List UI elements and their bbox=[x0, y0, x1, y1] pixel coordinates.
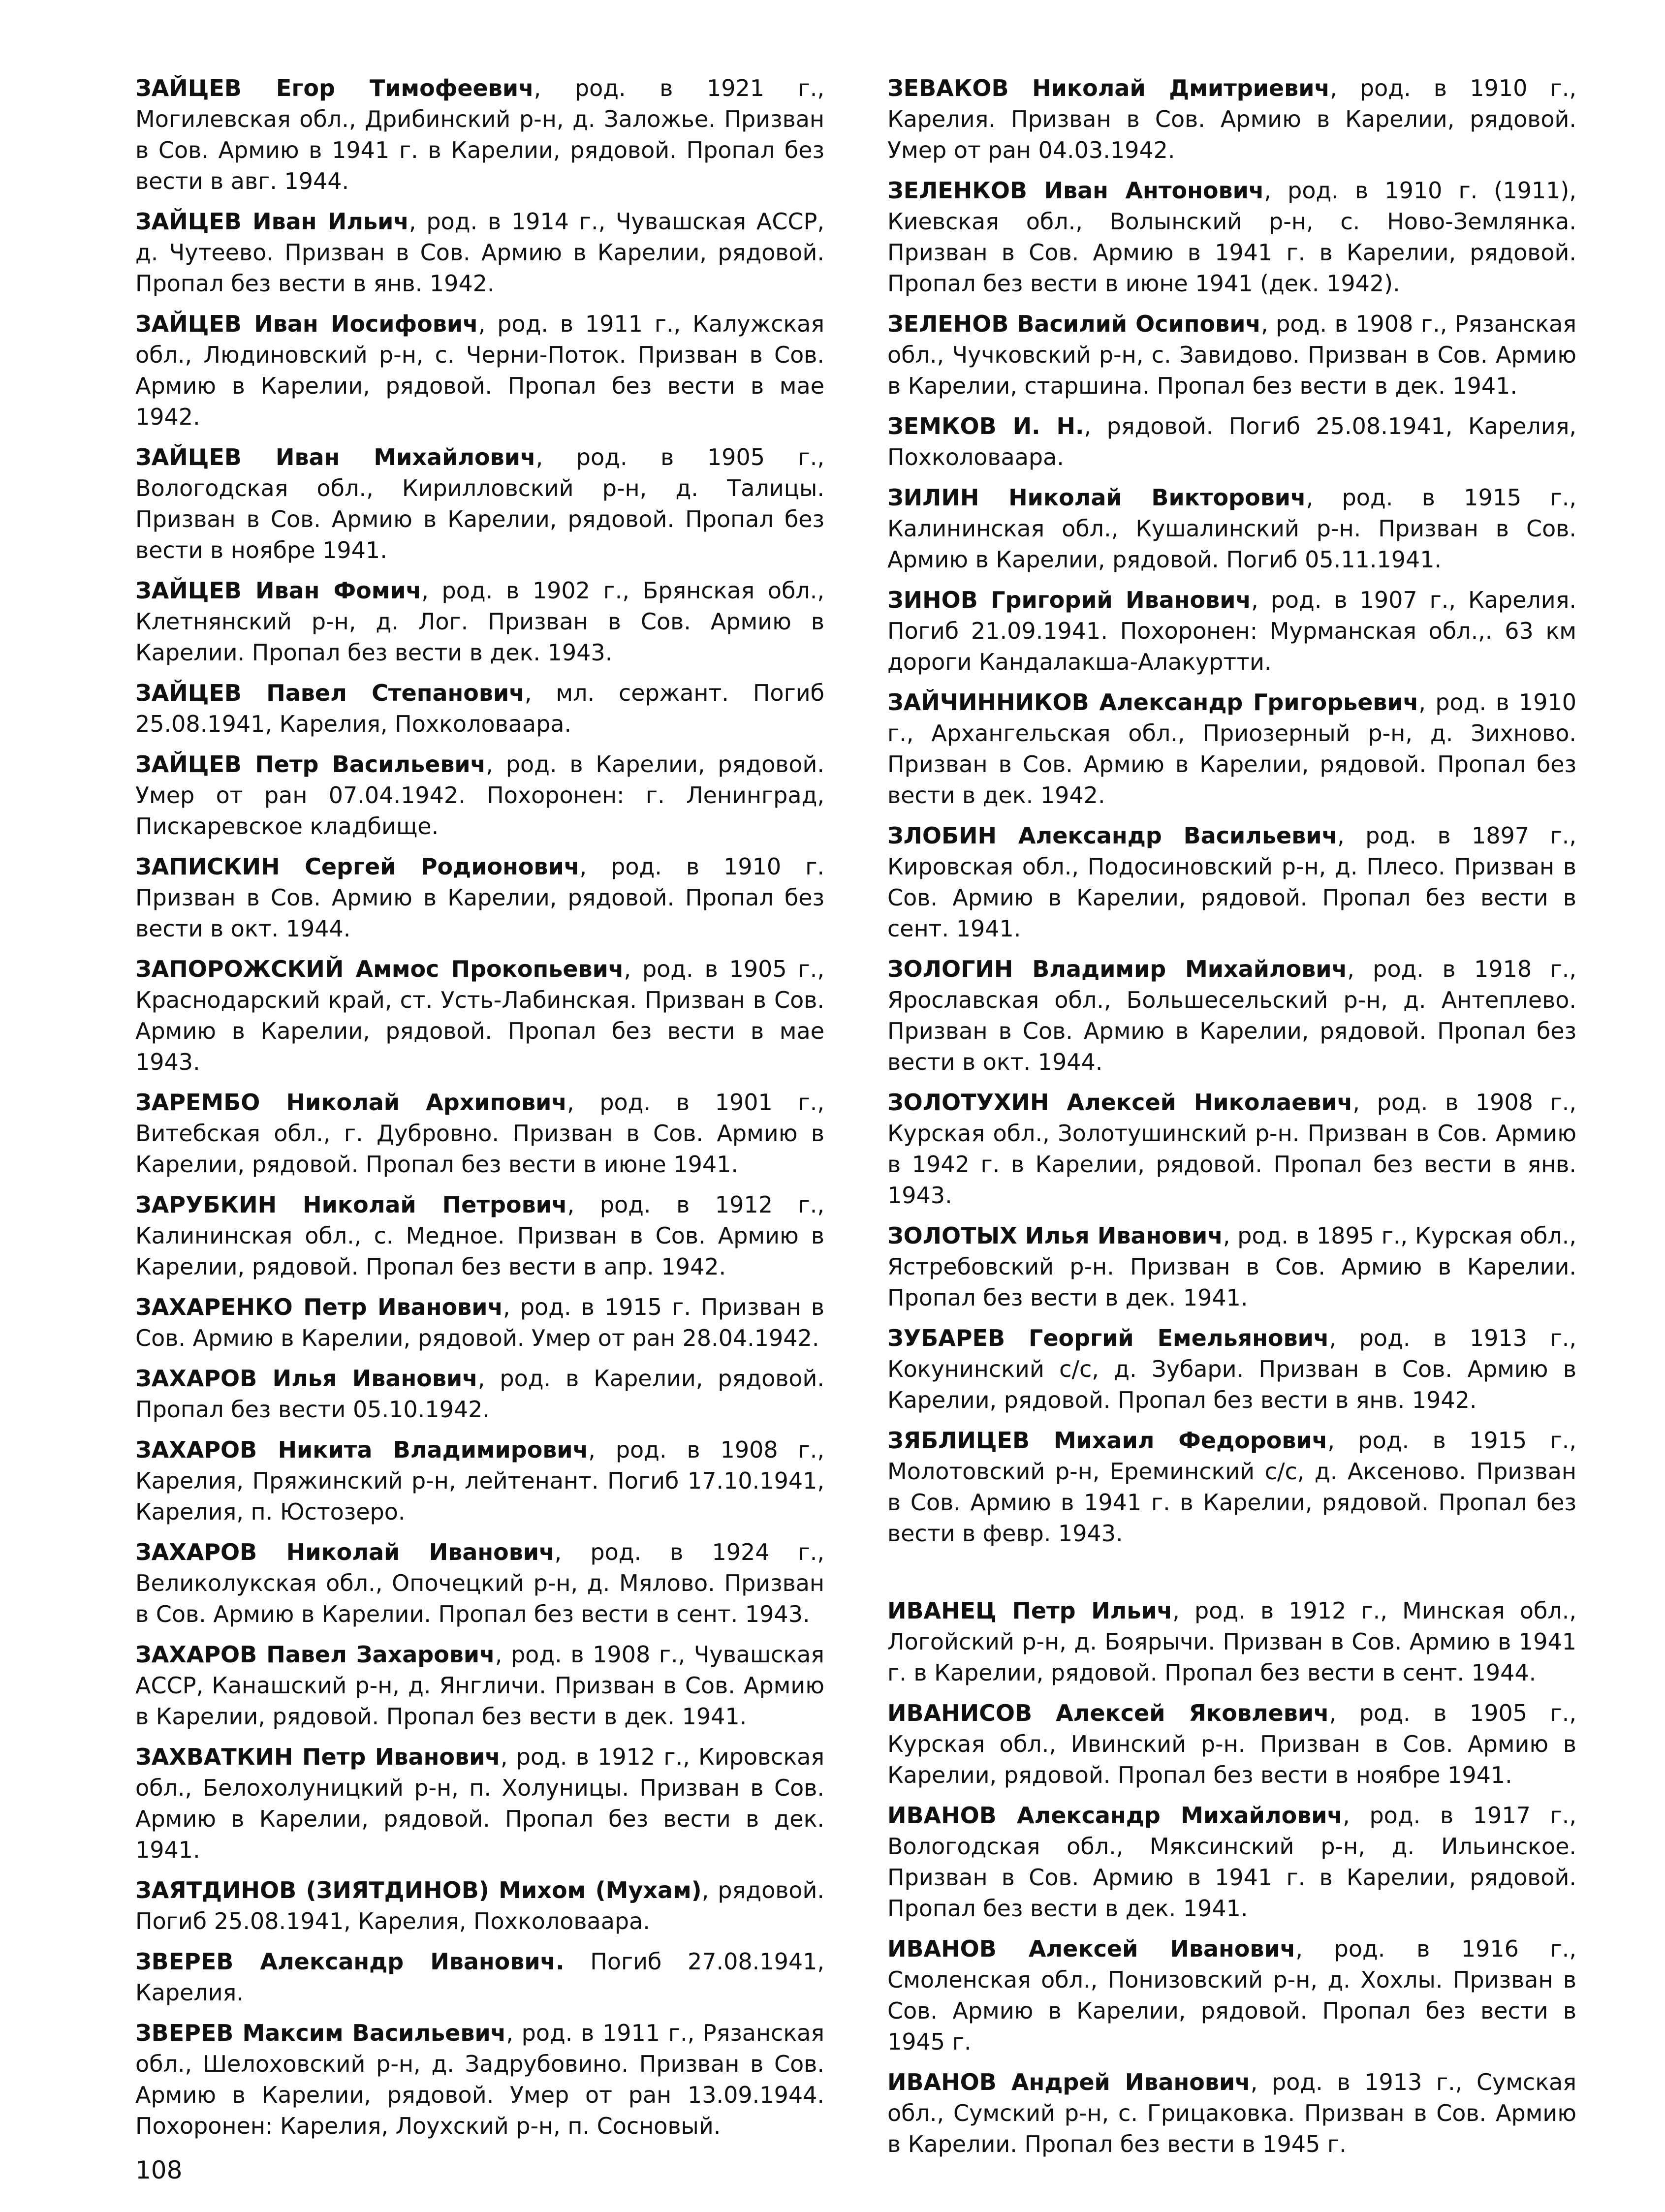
entry-text: , род. в 1912 г., Минская обл., Логойский р-н, д. Боярычи. Призван в Сов. Армию в 1941 г. в Карелии, рядовой. Пропал без вести в сент. 1944. bbox=[887, 1597, 1576, 1686]
memorial-entry bbox=[887, 1933, 1576, 2057]
memorial-entry bbox=[135, 678, 824, 740]
entry-text: , род. в 1913 г., Кокунинский с/с, д. Зубари. Призван в Сов. Армию в Карелии, рядовой. Пропал без вести в янв. 1942. bbox=[887, 1325, 1576, 1413]
memorial-entry bbox=[135, 575, 824, 668]
memorial-entry bbox=[135, 1292, 824, 1354]
entry-text: , род. в 1914 г., Чувашская АССР, д. Чутеево. Призван в Сов. Армию в Карелии, рядовой. Пропал без вести в янв. 1942. bbox=[135, 208, 824, 297]
entry-text: , род. в 1915 г. Призван в Сов. Армию в Карелии, рядовой. Умер от ран 28.04.1942. bbox=[135, 1294, 824, 1351]
entry-text: , род. в 1905 г., Вологодская обл., Кирилловский р-н, д. Талицы. Призван в Сов. Армию в Карелии, рядовой. Пропал без вести в ноябре 1941. bbox=[135, 444, 824, 563]
entry-text: , род. в 1907 г., Карелия. Погиб 21.09.1941. Похоронен: Мурманская обл.,. 63 км дороги Кандалакша-Алакуртти. bbox=[887, 587, 1576, 675]
entry-name: ЗЕЛЕНКОВ Иван Антонович bbox=[887, 177, 1264, 204]
entry-text: , род. в 1915 г., Калининская обл., Кушалинский р-н. Призван в Сов. Армию в Карелии, рядовой. Погиб 05.11.1941. bbox=[887, 484, 1577, 573]
entry-text: , род. в 1897 г., Кировская обл., Подосиновский р-н, д. Плесо. Призван в Сов. Армию в Карелии, рядовой. Пропал без вести в сент. 1941. bbox=[887, 822, 1576, 942]
entry-text: Погиб 27.08.1941, Карелия. bbox=[135, 1948, 824, 2006]
memorial-entry bbox=[135, 1742, 824, 1866]
memorial-entry bbox=[887, 1800, 1576, 1924]
entry-name: ИВАНОВ Алексей Иванович bbox=[887, 1935, 1296, 1962]
entry-text: , род. в 1901 г., Витебская обл., г. Дубровно. Призван в Сов. Армию в Карелии, рядовой. Пропал без вести в июне 1941. bbox=[135, 1089, 824, 1178]
memorial-entry bbox=[887, 1323, 1576, 1416]
memorial-entry bbox=[887, 687, 1576, 811]
entry-name: ИВАНОВ Андрей Иванович bbox=[887, 2069, 1251, 2095]
entry-text: , род. в 1912 г., Калининская обл., с. Медное. Призван в Сов. Армию в Карелии, рядовой. Пропал без вести в апр. 1942. bbox=[135, 1191, 824, 1280]
entry-name: ЗАХАРОВ Илья Иванович bbox=[135, 1365, 478, 1392]
memorial-entry bbox=[887, 73, 1576, 166]
memorial-entry bbox=[135, 2018, 824, 2142]
entry-name: ЗОЛОГИН Владимир Михайлович bbox=[887, 956, 1348, 982]
memorial-entry bbox=[887, 820, 1576, 944]
entry-name: ИВАНЕЦ Петр Ильич bbox=[887, 1597, 1173, 1624]
page-number: 108 bbox=[135, 2156, 183, 2184]
entry-name: ЗАЙЦЕВ Иван Ильич bbox=[135, 208, 409, 235]
entry-name: ЗЕЛЕНОВ Василий Осипович bbox=[887, 311, 1261, 337]
entry-name: ЗОЛОТЫХ Илья Иванович bbox=[887, 1222, 1223, 1249]
entry-name: ЗАРЕМБО Николай Архипович bbox=[135, 1089, 567, 1116]
memorial-entry bbox=[135, 749, 824, 842]
entry-name: ИВАНОВ Александр Михайлович bbox=[887, 1802, 1343, 1829]
entry-name: ЗАХВАТКИН Петр Иванович bbox=[135, 1744, 501, 1770]
right-column bbox=[887, 73, 1576, 2169]
memorial-entry bbox=[135, 1434, 824, 1527]
entry-text: , род. в 1918 г., Ярославская обл., Большесельский р-н, д. Антеплево. Призван в Сов. Армию в Карелии, рядовой. Пропал без вести в окт. 1944. bbox=[887, 956, 1576, 1075]
entry-name: ЗАЙЦЕВ Петр Васильевич bbox=[135, 751, 486, 778]
entry-name: ЗАЙЦЕВ Павел Степанович bbox=[135, 680, 525, 706]
entry-text: , род. в 1905 г., Краснодарский край, ст. Усть-Лабинская. Призван в Сов. Армию в Карелии, рядовой. Пропал без вести в мае 1943. bbox=[135, 956, 825, 1075]
left-column bbox=[135, 73, 824, 2151]
memorial-entry bbox=[135, 1087, 824, 1180]
entry-text: , род. в 1910 г. (1911), Киевская обл., Волынский р-н, с. Ново-Землянка. Призван в Сов. Армию в 1941 г. в Карелии, рядовой. Пропал без вести в июне 1941 (дек. 1942). bbox=[887, 177, 1576, 297]
entry-name: ЗЕМКОВ И. Н. bbox=[887, 413, 1084, 439]
memorial-entry bbox=[887, 411, 1576, 473]
entry-text: , род. в 1910 г., Карелия. Призван в Сов. Армию в Карелии, рядовой. Умер от ран 04.03.1942. bbox=[887, 75, 1576, 163]
memorial-entry bbox=[887, 1425, 1576, 1549]
entry-text: , мл. сержант. Погиб 25.08.1941, Карелия, Похколоваара. bbox=[135, 680, 824, 737]
memorial-entry bbox=[135, 309, 824, 433]
memorial-entry bbox=[887, 175, 1576, 299]
memorial-entry bbox=[135, 1189, 824, 1282]
memorial-entry bbox=[135, 851, 824, 944]
entry-name: ЗЛОБИН Александр Васильевич bbox=[887, 822, 1338, 849]
entry-text: , род. в 1905 г., Курская обл., Ивинский р-н. Призван в Сов. Армию в Карелии, рядовой. Пропал без вести в ноябре 1941. bbox=[887, 1700, 1577, 1788]
memorial-entry bbox=[135, 73, 824, 197]
entry-name: ЗАХАРОВ Николай Иванович bbox=[135, 1539, 555, 1565]
memorial-entry bbox=[135, 1537, 824, 1630]
entry-name: ЗАЯТДИНОВ (ЗИЯТДИНОВ) Михом (Мухам) bbox=[135, 1877, 702, 1903]
entry-text: , род. в 1908 г., Карелия, Пряжинский р-н, лейтенант. Погиб 17.10.1941, Карелия, п. Юстозеро. bbox=[135, 1436, 824, 1525]
entry-name: ЗОЛОТУХИН Алексей Николаевич bbox=[887, 1089, 1353, 1116]
entry-name: ЗИЛИН Николай Викторович bbox=[887, 484, 1306, 511]
memorial-entry bbox=[887, 1698, 1576, 1791]
entry-text: , рядовой. Погиб 25.08.1941, Карелия, Похколоваара. bbox=[887, 413, 1576, 470]
entry-name: ЗАПИСКИН Сергей Родионович bbox=[135, 853, 580, 880]
entry-name: ЗАЙЦЕВ Егор Тимофеевич bbox=[135, 75, 534, 101]
entry-name: ЗЯБЛИЦЕВ Михаил Федорович bbox=[887, 1427, 1328, 1454]
entry-text: , род. в 1917 г., Вологодская обл., Мяксинский р-н, д. Ильинское. Призван в Сов. Армию в 1941 г. в Карелии, рядовой. Пропал без вести в дек. 1941. bbox=[887, 1802, 1576, 1922]
entry-name: ЗАРУБКИН Николай Петрович bbox=[135, 1191, 567, 1218]
memorial-entry bbox=[887, 1087, 1576, 1211]
entry-text: , род. в 1908 г., Чувашская АССР, Канашский р-н, д. Янгличи. Призван в Сов. Армию в Карелии, рядовой. Пропал без вести в дек. 1941. bbox=[135, 1641, 824, 1730]
entry-text: , род. в 1924 г., Великолукская обл., Опочецкий р-н, д. Мялово. Призван в Сов. Армию в Карелии. Пропал без вести в сент. 1943. bbox=[135, 1539, 825, 1627]
entry-name: ЗАХАРОВ Павел Захарович bbox=[135, 1641, 495, 1668]
entry-text: , род. в 1916 г., Смоленская обл., Понизовский р-н, д. Хохлы. Призван в Сов. Армию в Карелии, рядовой. Пропал без вести в 1945 г. bbox=[887, 1935, 1577, 2055]
memorial-entry bbox=[887, 2067, 1576, 2160]
memorial-entry bbox=[135, 954, 824, 1078]
entry-name: ЗАЙЦЕВ Иван Иосифович bbox=[135, 311, 478, 337]
memorial-entry bbox=[135, 1639, 824, 1732]
entry-name: ЗЕВАКОВ Николай Дмитриевич bbox=[887, 75, 1330, 101]
entry-text: , род. в 1902 г., Брянская обл., Клетнянский р-н, д. Лог. Призван в Сов. Армию в Карелии. Пропал без вести в дек. 1943. bbox=[135, 577, 825, 666]
entry-text: , род. в Карелии, рядовой. Умер от ран 07.04.1942. Похоронен: г. Ленинград, Пискаревское кладбище. bbox=[135, 751, 824, 840]
memorial-entry bbox=[887, 1595, 1576, 1688]
entry-text: , род. в 1895 г., Курская обл., Ястребовский р-н. Призван в Сов. Армию в Карелии. Пропал без вести в дек. 1941. bbox=[887, 1222, 1576, 1311]
memorial-entry bbox=[135, 206, 824, 299]
memorial-entry bbox=[887, 1220, 1576, 1313]
memorial-entry bbox=[887, 954, 1576, 1078]
entry-name: ЗУБАРЕВ Георгий Емельянович bbox=[887, 1325, 1329, 1351]
memorial-entry bbox=[135, 1946, 824, 2008]
entry-text: , род. в 1910 г. Призван в Сов. Армию в Карелии, рядовой. Пропал без вести в окт. 1944. bbox=[135, 853, 824, 942]
entry-name: ЗАЙЦЕВ Иван Михайлович bbox=[135, 444, 536, 470]
entry-name: ЗАХАРОВ Никита Владимирович bbox=[135, 1436, 589, 1463]
entry-name: ЗАПОРОЖСКИЙ Аммос Прокопьевич bbox=[135, 956, 624, 982]
section-gap bbox=[887, 1558, 1576, 1595]
memorial-entry bbox=[135, 1875, 824, 1937]
entry-text: , рядовой. Погиб 25.08.1941, Карелия, Похколоваара. bbox=[135, 1877, 824, 1934]
entry-text: , род. в 1911 г., Калужская обл., Людиновский р-н, с. Черни-Поток. Призван в Сов. Армию в Карелии, рядовой. Пропал без вести в мае 1942. bbox=[135, 311, 825, 430]
entry-text: , род. в 1912 г., Кировская обл., Белохолуницкий р-н, п. Холуницы. Призван в Сов. Армию в Карелии, рядовой. Пропал без вести в дек. 1941. bbox=[135, 1744, 824, 1863]
entry-name: ЗВЕРЕВ Александр Иванович. bbox=[135, 1948, 565, 1975]
memorial-entry bbox=[887, 585, 1576, 678]
entry-name: ЗАЙЦЕВ Иван Фомич bbox=[135, 577, 422, 604]
entry-name: ЗАХАРЕНКО Петр Иванович bbox=[135, 1294, 503, 1320]
entry-text: , род. в 1915 г., Молотовский р-н, Ереминский с/с, д. Аксеново. Призван в Сов. Армию в 1941 г. в Карелии, рядовой. Пропал без вести в февр. 1943. bbox=[887, 1427, 1577, 1547]
entry-text: , род. в 1910 г., Архангельская обл., Приозерный р-н, д. Зихново. Призван в Сов. Армию в Карелии, рядовой. Пропал без вести в дек. 1942. bbox=[887, 689, 1577, 809]
entry-text: , род. в 1911 г., Рязанская обл., Шелоховский р-н, д. Задрубовино. Призван в Сов. Армию в Карелии, рядовой. Умер от ран 13.09.1944. Похоронен: Карелия, Лоухский р-н, п. Сосновый. bbox=[135, 2020, 824, 2139]
entry-name: ИВАНИСОВ Алексей Яковлевич bbox=[887, 1700, 1329, 1726]
entry-text: , род. в 1913 г., Сумская обл., Сумский р-н, с. Грицаковка. Призван в Сов. Армию в Карелии. Пропал без вести в 1945 г. bbox=[887, 2069, 1576, 2157]
memorial-entry bbox=[135, 1363, 824, 1425]
entry-name: ЗАЙЧИННИКОВ Александр Григорьевич bbox=[887, 689, 1419, 716]
memorial-entry bbox=[887, 309, 1576, 402]
memorial-entry bbox=[135, 442, 824, 566]
memorial-entry bbox=[887, 482, 1576, 575]
entry-name: ЗВЕРЕВ Максим Васильевич bbox=[135, 2020, 506, 2046]
entry-text: , род. в Карелии, рядовой. Пропал без вести 05.10.1942. bbox=[135, 1365, 824, 1423]
entry-name: ЗИНОВ Григорий Иванович bbox=[887, 587, 1252, 613]
entry-text: , род. в 1921 г., Могилевская обл., Дрибинский р-н, д. Заложье. Призван в Сов. Армию в 1941 г. в Карелии, рядовой. Пропал без вести в авг. 1944. bbox=[135, 75, 825, 194]
entry-text: , род. в 1908 г., Курская обл., Золотушинский р-н. Призван в Сов. Армию в 1942 г. в Карелии, рядовой. Пропал без вести в янв. 1943. bbox=[887, 1089, 1576, 1209]
entry-text: , род. в 1908 г., Рязанская обл., Чучковский р-н, с. Завидово. Призван в Сов. Армию в Карелии, старшина. Пропал без вести в дек. 1941. bbox=[887, 311, 1576, 399]
